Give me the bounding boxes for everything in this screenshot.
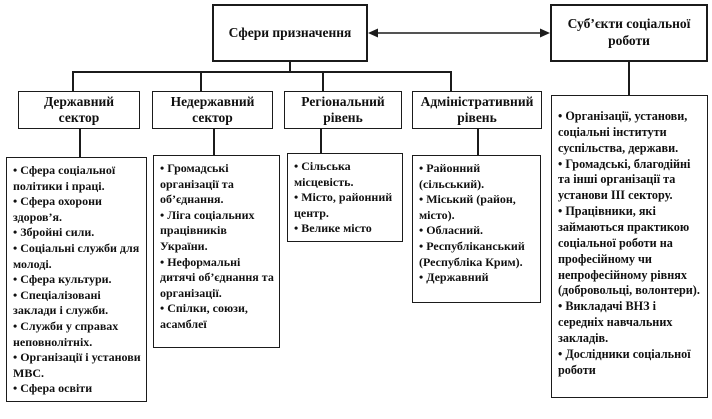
list-item: • Сфера соціальної політики і праці. <box>13 163 116 193</box>
column-header-state-sector <box>18 91 140 129</box>
column-header-label: Адміністративний рівень <box>420 93 534 125</box>
spheres-box-label: Сфери призначення <box>228 24 352 40</box>
column-header-regional-level <box>284 91 402 129</box>
list-item: • Працівники, які займаються практикою соціальної роботи на професійному чи непрофесійному рівнях (добровольці, волонтери). <box>558 204 700 298</box>
list-item: • Організації і установи МВС. <box>13 350 141 380</box>
list-item: • Міський (район, місто). <box>419 192 516 222</box>
list-item: • Республіканський (Республіка Крим). <box>419 238 525 269</box>
connector-line <box>72 71 451 73</box>
administrative-level-list <box>412 155 541 303</box>
list-item: • Громадські, благодійні та інші організації та установи III сектору. <box>558 156 691 203</box>
list-item: • Неформальні дитячі об’єднання та організації. <box>160 254 274 300</box>
spheres-box <box>212 4 368 62</box>
list-item: • Сільська місцевість. <box>294 159 354 189</box>
list-item: • Соціальні служби для молоді. <box>13 240 140 271</box>
column-header-label: Недержавний сектор <box>170 93 255 125</box>
list-item: • Громадські організації та об’єднання. <box>160 161 234 207</box>
non-state-sector-list <box>153 155 280 348</box>
state-sector-list <box>6 157 147 402</box>
list-item: • Ліга соціальних працівників України. <box>160 207 255 253</box>
list-item: • Спеціалізовані заклади і служби. <box>13 287 109 318</box>
connector-line <box>477 129 479 156</box>
list-item: • Збройні сили. <box>13 225 95 240</box>
list-item: • Державний <box>419 270 489 285</box>
column-header-non-state-sector <box>152 91 273 129</box>
subjects-box-label: Суб’єкти соціальної роботи <box>567 16 691 48</box>
column-header-label: Державний сектор <box>43 93 115 125</box>
column-header-administrative-level <box>412 91 542 129</box>
list-item: • Викладачі ВНЗ і середніх навчальних закладів. <box>558 299 673 346</box>
column-header-label: Регіональний рівень <box>301 93 385 125</box>
list-item: • Сфера культури. <box>13 272 112 287</box>
subjects-box <box>550 4 708 62</box>
list-item: • Дослідники соціальної роботи <box>558 346 691 377</box>
list-item: • Районний (сільський). <box>419 161 485 191</box>
list-item: • Обласний. <box>419 223 484 238</box>
list-item: • Сфера освіти <box>13 381 93 396</box>
connector-line <box>200 71 202 92</box>
connector-line <box>79 129 81 158</box>
connector-line <box>213 129 215 156</box>
social-work-subjects-list <box>551 95 708 398</box>
list-item: • Служби у справах неповнолітніх. <box>13 318 119 349</box>
double-headed-arrow-icon <box>368 26 550 40</box>
list-item: • Велике місто <box>294 221 372 236</box>
list-item: • Спілки, союзи, асамблеї <box>160 301 248 331</box>
regional-level-list <box>287 153 403 242</box>
list-item: • Місто, районний центр. <box>294 190 393 220</box>
list-item: • Сфера охорони здоров’я. <box>13 194 102 224</box>
list-item: • Організації, установи, соціальні інститути суспільства, держави. <box>558 109 688 155</box>
connector-line <box>320 129 322 154</box>
connector-line <box>72 71 74 92</box>
connector-line <box>450 71 452 92</box>
connector-line <box>628 62 630 96</box>
connector-line <box>322 71 324 92</box>
